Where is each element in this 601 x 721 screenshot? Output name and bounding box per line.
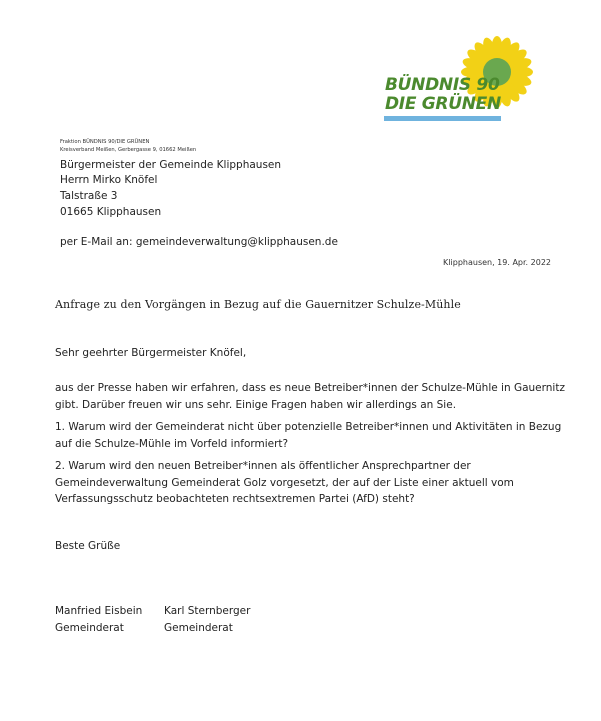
recipient-line-2: Herrn Mirko Knöfel <box>60 174 158 186</box>
logo-text-line2: DIE GRÜNEN <box>385 94 501 114</box>
sender-line-1: Fraktion BÜNDNIS 90/DIE GRÜNEN <box>60 139 150 145</box>
letter-date: Klipphausen, 19. Apr. 2022 <box>443 258 551 267</box>
recipient-line-4: 01665 Klipphausen <box>60 206 162 218</box>
logo-bar <box>384 116 501 121</box>
email-line: per E-Mail an: gemeindeverwaltung@klipphausen.de <box>60 236 338 248</box>
signature-block-2 <box>164 603 250 637</box>
body-paragraph-1: aus der Presse haben wir erfahren, dass es neue Betreiber*innen der Schulze-Mühle in Gauernitz gibt. Darüber freuen wir uns sehr. Einige Fragen haben wir allerdings an Sie. <box>55 382 565 411</box>
signature-name: Manfried Eisbein <box>55 605 143 617</box>
signature-name: Karl Sternberger <box>164 605 251 617</box>
closing: Beste Grüße <box>55 540 121 552</box>
recipient-line-3: Talstraße 3 <box>60 190 118 202</box>
logo-text-line1: BÜNDNIS 90 <box>385 75 500 95</box>
signature-role: Gemeinderat <box>164 622 233 634</box>
recipient-line-1: Bürgermeister der Gemeinde Klipphausen <box>60 159 282 171</box>
body-paragraph-2: 1. Warum wird der Gemeinderat nicht über potenzielle Betreiber*innen und Aktivitäten in Bezug auf die Schulze-Mühle im Vorfeld informiert? <box>55 421 562 450</box>
salutation: Sehr geehrter Bürgermeister Knöfel, <box>55 347 247 359</box>
body-paragraph-3: 2. Warum wird den neuen Betreiber*innen als öffentlicher Ansprechpartner der Gemeindeverwaltung Gemeinderat Golz vorgesetzt, der auf der Liste einer aktuell vom Verfassungsschutz beobachteten rechtsextremen Partei (AfD) steht? <box>55 460 514 505</box>
signature-block-1 <box>55 603 142 637</box>
sender-line-2: Kreisverband Meißen, Gerbergasse 9, 01662 Meißen <box>60 147 197 153</box>
letter-subject: Anfrage zu den Vorgängen in Bezug auf die Gauernitzer Schulze-Mühle <box>55 298 461 311</box>
party-logo <box>380 34 540 124</box>
signature-role: Gemeinderat <box>55 622 124 634</box>
